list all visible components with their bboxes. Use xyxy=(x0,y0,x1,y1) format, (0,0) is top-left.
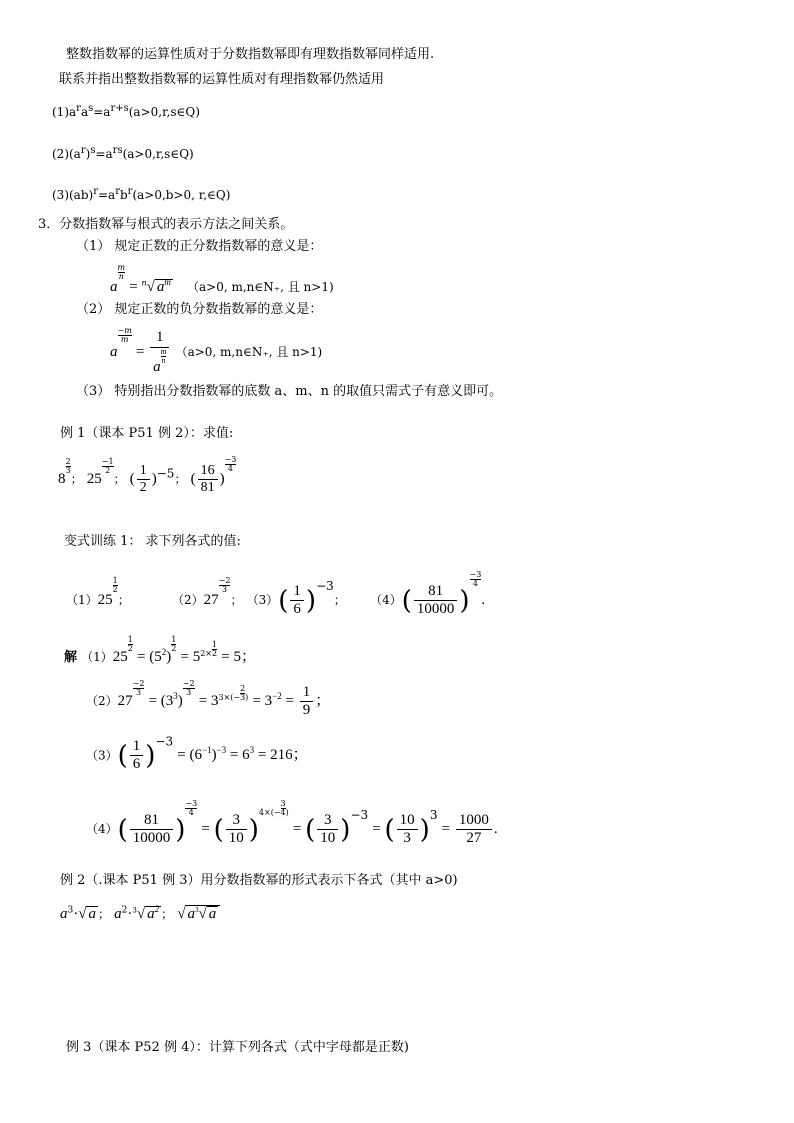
formula-negative-fraction-exponent: a $\frac{-m}{m}$ = 1 a $\frac{m}{n}$ （a>0, m,n∈N₊, 且 n>1) xyxy=(110,326,323,375)
solution-4: （4）( $\frac{81}{10000}$ ) $\frac{-3}{4}$ = ( $\frac{3}{10}$ )$^{4\times(- \frac{3}{4} )}$ = ( $\frac{3}{10}$ )$^{-3}$ = ( $\frac{10}{3}$ )$^3$ = $\frac{1000}{27}$ . xyxy=(86,799,498,846)
variant-training-expressions: （1）25 $\frac{1}{2}$ ； （2）27 $\frac{-2}{3}$ ； （3）( $\frac{1}{6}$ )$^{-3}$； （4）( $\frac{81}{10000}$ ) $\frac{-3}{4}$ . xyxy=(66,570,486,617)
solution-3: （3）( $\frac{1}{6}$ )$^{-3} = (6^{-1})^{-3} = 6^3 = 216$； xyxy=(86,734,308,773)
example-1-heading: 例 1（课本 P51 例 2）：求值: xyxy=(60,426,234,441)
intro-line-2: 联系并指出整数指数幂的运算性质对有理指数幂仍然适用 xyxy=(59,72,385,87)
variant-training-heading: 变式训练 1： 求下列各式的值: xyxy=(64,534,241,549)
formula-2-condition: （a>0, m,n∈N₊, 且 n>1) xyxy=(175,345,323,359)
example-1-expressions: 8 $\frac{2}{3}$ ； 25 $\frac{-1}{2}$ ； ( $\frac{1}{2}$ )$^{-5}$； ( $\frac{16}{81}$ ) $\frac{-3}{4}$ xyxy=(58,455,237,495)
example-3-heading: 例 3（课本 P52 例 4）：计算下列各式（式中字母都是正数) xyxy=(66,1040,409,1055)
formula-1-condition: （a>0, m,n∈N₊, 且 n>1) xyxy=(186,280,334,294)
property-1: $(1)a^ra^s=a^{r+s}(a>0,r,s\in Q)$ xyxy=(52,103,200,119)
solution-1: 解 （1）25 $\frac{1}{2}$ = $(5^2)$ $\frac{1}{2}$ = $5^{2\times \frac{1}{2}}$ = 5； xyxy=(64,635,256,665)
section-3-item-3: （3） 特别指出分数指数幂的底数 a、m、n 的取值只需式子有意义即可。 xyxy=(76,384,503,399)
section-3-item-2: （2） 规定正数的负分数指数幂的意义是： xyxy=(76,302,323,317)
formula-positive-fraction-exponent: a $\frac{m}{n}$ = $^n$√ $a^m$ （a>0, m,n∈N₊, 且 n>1) xyxy=(110,263,334,295)
section-3-item-1: （1） 规定正数的正分数指数幂的意义是： xyxy=(76,239,323,254)
section-3-heading: 3．分数指数幂与根式的表示方法之间关系。 xyxy=(38,217,294,232)
example-2-heading: 例 2（.课本 P51 例 3）用分数指数幂的形式表示下各式（其中 a>0) xyxy=(60,873,458,888)
property-3: $(3)(ab)^r=a^rb^r(a>0,b>0$, r,∈Q) xyxy=(52,186,231,202)
solution-2: （2）27 $\frac{-2}{3}$ = $(3^3)$ $\frac{-2}{3}$ = $3^{3\times(- \frac{2}{3} )} = 3^{-2}$ = $\frac{1}{9}$ ； xyxy=(86,679,331,718)
example-2-expressions: $a^3\cdot√$ a ； $a^2\cdot^3√$ $a^2$ ； √ $a^3√$ a xyxy=(60,905,220,922)
property-2: $(2)(a^r)^s=a^{rs}(a>0,r,s\in Q)$ xyxy=(52,145,194,161)
solution-label: 解 xyxy=(64,650,78,665)
intro-line-1: 整数指数幂的运算性质对于分数指数幂即有理数指数幂同样适用. xyxy=(66,47,435,62)
